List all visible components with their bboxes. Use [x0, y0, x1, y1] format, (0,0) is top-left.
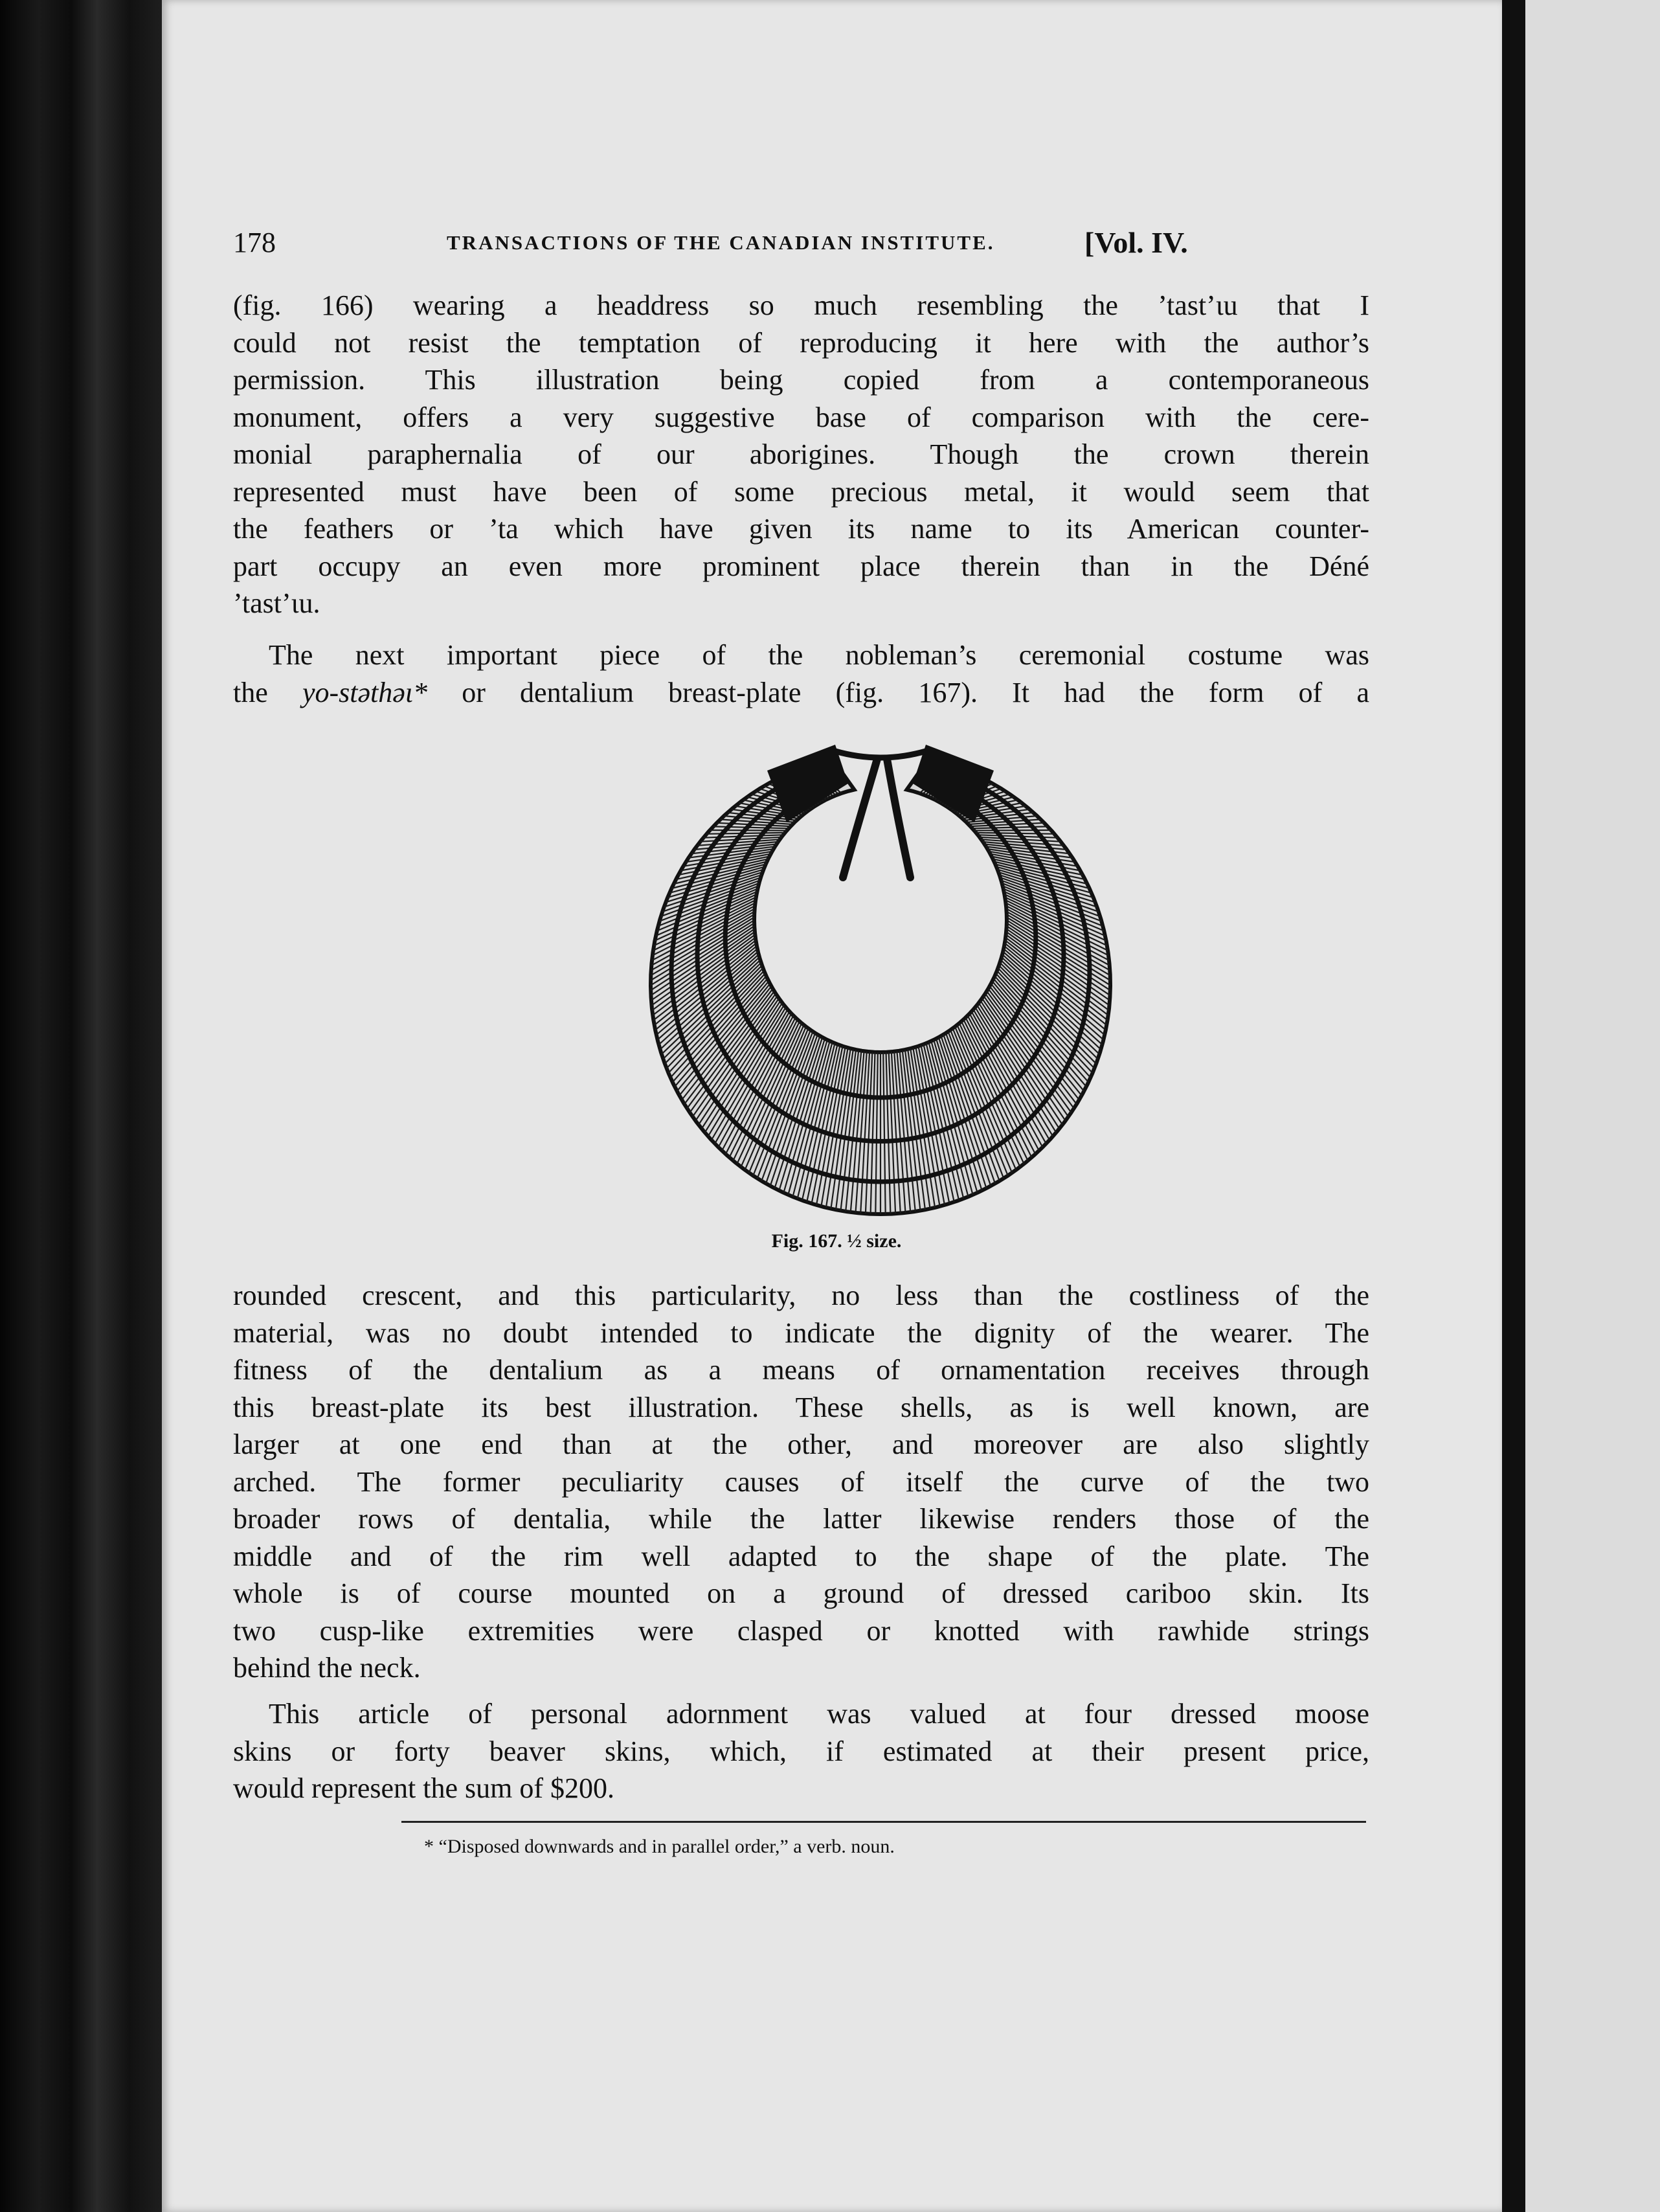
- text-line: behind the neck.: [233, 1652, 421, 1684]
- scan-left-edge: [0, 0, 162, 2212]
- running-title: TRANSACTIONS OF THE CANADIAN INSTITUTE.: [447, 231, 995, 254]
- text-line: rounded crescent, and this particularity, no less than the costliness of the: [233, 1280, 1369, 1311]
- text-line: whole is of course mounted on a ground of dressed cariboo skin. Its: [233, 1577, 1369, 1609]
- paragraph-3: [233, 1277, 1369, 1687]
- footnote-rule: [401, 1821, 1366, 1823]
- paragraph-4: [233, 1695, 1369, 1807]
- text-line: would represent the sum of $200.: [233, 1772, 614, 1804]
- text-line: represented must have been of some precious metal, it would seem that: [233, 475, 1369, 508]
- paragraph-1: [233, 287, 1369, 622]
- facing-page-edge: [1525, 0, 1660, 2212]
- page-number: 178: [233, 227, 276, 258]
- text-line: part occupy an even more prominent place therein than in the Déné: [233, 550, 1369, 582]
- text-line: could not resist the temptation of reproducing it here with the author’s: [233, 326, 1369, 359]
- text-line: monument, offers a very suggestive base of comparison with the cere-: [233, 401, 1369, 433]
- text-fragment: the: [233, 676, 302, 708]
- scan-gutter: [1502, 0, 1525, 2212]
- breast-plate-illustration: [641, 725, 1120, 1217]
- text-line: this breast-plate its best illustration. These shells, as is well known, are: [233, 1391, 1369, 1423]
- text-line: skins or forty beaver skins, which, if estimated at their present price,: [233, 1735, 1369, 1767]
- text-line: fitness of the dentalium as a means of ornamentation receives through: [233, 1354, 1369, 1386]
- text-line: [233, 674, 1369, 712]
- text-line: material, was no doubt intended to indicate the dignity of the wearer. The: [233, 1316, 1369, 1349]
- text-line: larger at one end than at the other, and moreover are also slightly: [233, 1428, 1369, 1460]
- text-line: (fig. 166) wearing a headdress so much resembling the ’tast’ɩu that I: [233, 289, 1369, 321]
- text-line: middle and of the rim well adapted to the shape of the plate. The: [233, 1540, 1369, 1572]
- text-line: ’tast’ɩu.: [233, 587, 320, 619]
- text-line: broader rows of dentalia, while the latter likewise renders those of the: [233, 1503, 1369, 1535]
- text-line: two cusp-like extremities were clasped or knotted with rawhide strings: [233, 1614, 1369, 1647]
- text-line: the feathers or ’ta which have given its name to its American counter-: [233, 513, 1369, 545]
- figure-caption: Fig. 167. ½ size.: [771, 1230, 902, 1252]
- text-line: The next important piece of the nobleman’s ceremonial costume was: [269, 639, 1369, 671]
- text-line: arched. The former peculiarity causes of itself the curve of the two: [233, 1465, 1369, 1498]
- text-line: monial paraphernalia of our aborigines. Though the crown therein: [233, 438, 1369, 470]
- text-line: permission. This illustration being copied from a contemporaneous: [233, 364, 1369, 396]
- text-line: This article of personal adornment was valued at four dressed moose: [269, 1698, 1369, 1730]
- crescent-plate: [651, 745, 1110, 1214]
- native-term: yo-stəthəɩ*: [302, 676, 427, 708]
- rawhide-strings: [835, 751, 926, 877]
- paragraph-2: [233, 637, 1369, 711]
- footnote: * “Disposed downwards and in parallel order,” a verb. noun.: [424, 1836, 895, 1857]
- text-fragment: or dentalium breast-plate (fig. 167). It had the form of a: [427, 676, 1369, 708]
- volume-label: [Vol. IV.: [1084, 226, 1188, 259]
